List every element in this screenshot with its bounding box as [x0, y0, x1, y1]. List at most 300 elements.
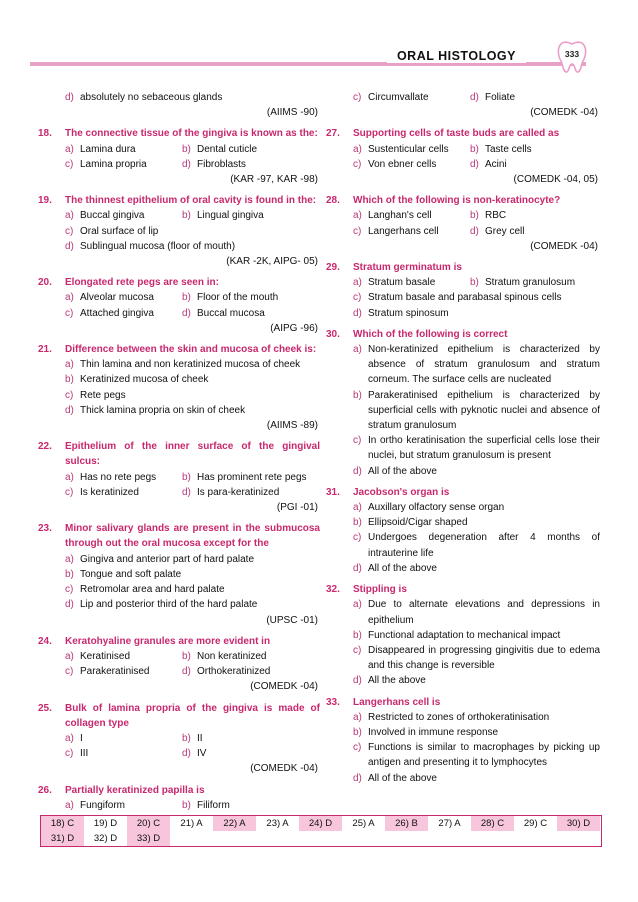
- option: [65, 567, 320, 582]
- options: [38, 142, 320, 172]
- option: [353, 290, 600, 305]
- option: [470, 224, 600, 239]
- option: [353, 90, 470, 105]
- option-text: Keratinized mucosa of cheek: [80, 374, 209, 386]
- question-number: 20.: [38, 277, 52, 289]
- option: [182, 649, 320, 664]
- option-row: [65, 798, 320, 813]
- option-row: [65, 208, 320, 223]
- option-text: Restricted to zones of orthokeratinisation: [368, 711, 550, 723]
- option-text: In ortho keratinisation the superficial cells lose their nuclei, but stratum granulosum is present: [368, 435, 600, 462]
- options: [326, 90, 600, 105]
- page-header: [30, 46, 586, 70]
- option-label: c): [353, 532, 362, 544]
- answer-cell: 28) C: [471, 816, 514, 831]
- option-label: d): [470, 158, 479, 170]
- options: [38, 208, 320, 254]
- option-text: Grey cell: [485, 225, 525, 237]
- option: [353, 597, 600, 627]
- option-text: All the above: [368, 675, 426, 687]
- option-text: Has no rete pegs: [80, 471, 157, 483]
- option-label: c): [65, 389, 74, 401]
- options: [38, 798, 320, 813]
- option-label: c): [353, 644, 362, 656]
- option: [353, 388, 600, 434]
- option-label: d): [353, 562, 362, 574]
- option-row: [65, 142, 320, 157]
- page-number: 333: [564, 49, 580, 59]
- option-label: b): [353, 629, 362, 641]
- question-stem: [38, 783, 320, 798]
- option: [182, 485, 320, 500]
- question-block: [326, 90, 600, 120]
- question-stem: [326, 193, 600, 208]
- option-label: c): [65, 307, 74, 319]
- option-row: [65, 649, 320, 664]
- option-row: [353, 142, 600, 157]
- question-text: Jacobson's organ is: [353, 486, 450, 498]
- option-text: Langhan's cell: [368, 210, 432, 222]
- option: [353, 224, 470, 239]
- option: [182, 157, 320, 172]
- option-label: a): [353, 143, 362, 155]
- exam-source: (AIIMS -90): [266, 107, 318, 119]
- option-row: [65, 731, 320, 746]
- question-text: Which of the following is non-keratinocyte?: [353, 195, 561, 207]
- options: [326, 597, 600, 688]
- question-block: [38, 126, 320, 187]
- option-label: c): [65, 748, 74, 760]
- option: [470, 142, 600, 157]
- answer-row: [41, 831, 601, 846]
- option-row: [353, 208, 600, 223]
- option-label: b): [182, 292, 191, 304]
- option-label: d): [353, 675, 362, 687]
- option-text: Sustenticular cells: [368, 143, 449, 155]
- option: [353, 500, 600, 515]
- option-text: Thick lamina propria on skin of cheek: [80, 404, 246, 416]
- option: [353, 433, 600, 463]
- option: [470, 208, 600, 223]
- option-text: Functions is similar to macrophages by picking up antigen and presenting it to lymphocytes: [368, 742, 600, 769]
- option-label: b): [182, 732, 191, 744]
- options: [326, 710, 600, 786]
- option: [182, 798, 320, 813]
- exam-source: (COMEDK -04): [250, 681, 318, 693]
- question-text: Partially keratinized papilla is: [65, 784, 205, 796]
- exam-source: (COMEDK -04): [250, 763, 318, 775]
- option-text: Lamina dura: [80, 143, 136, 155]
- left-column: [38, 90, 320, 819]
- option-label: a): [65, 143, 74, 155]
- option-label: d): [470, 92, 479, 103]
- option-label: a): [353, 502, 362, 514]
- question-stem: [326, 327, 600, 342]
- option-row: [65, 746, 320, 761]
- option: [65, 208, 182, 223]
- option: [182, 470, 320, 485]
- option-text: Stratum basale: [368, 277, 436, 289]
- question-number: 23.: [38, 523, 52, 535]
- option-text: Sublingual mucosa (floor of mouth): [80, 240, 236, 252]
- question-number: 19.: [38, 195, 52, 207]
- option: [65, 403, 320, 418]
- option-label: d): [182, 486, 191, 498]
- answer-cell: 25) A: [342, 816, 385, 831]
- option-label: c): [353, 292, 362, 304]
- option-row: [65, 485, 320, 500]
- question-block: [326, 582, 600, 688]
- question-block: [326, 327, 600, 479]
- option: [65, 746, 182, 761]
- option-text: Circumvallate: [368, 92, 429, 103]
- option: [353, 208, 470, 223]
- option-text: Auxillary olfactory sense organ: [368, 502, 505, 514]
- option-row: [65, 306, 320, 321]
- option-label: b): [182, 143, 191, 155]
- option-text: Foliate: [485, 92, 516, 103]
- options: [326, 500, 600, 576]
- option-label: b): [65, 568, 74, 580]
- question-number: 28.: [326, 195, 340, 207]
- exam-source: (KAR -97, KAR -98): [230, 174, 318, 186]
- option-text: Langerhans cell: [368, 225, 439, 237]
- option-text: Filiform: [197, 799, 230, 811]
- option-text: Acini: [485, 158, 507, 170]
- option-label: d): [182, 748, 191, 760]
- option-text: Parakeratinised: [80, 666, 150, 678]
- answer-cell: 31) D: [41, 831, 84, 846]
- question-stem: [38, 439, 320, 469]
- option-text: Buccal gingiva: [80, 210, 145, 222]
- answer-cell: 19) D: [84, 816, 127, 831]
- option-row: [65, 470, 320, 485]
- option-text: Has prominent rete pegs: [197, 471, 307, 483]
- option: [353, 643, 600, 673]
- option: [65, 597, 320, 612]
- option-text: Retromolar area and hard palate: [80, 584, 225, 596]
- option-text: Gingiva and anterior part of hard palate: [80, 553, 254, 565]
- option-text: All of the above: [368, 772, 437, 784]
- question-stem: [38, 634, 320, 649]
- option-label: b): [182, 210, 191, 222]
- option-label: d): [353, 465, 362, 477]
- question-text: Supporting cells of taste buds are called as: [353, 128, 560, 140]
- options: [326, 275, 600, 321]
- option-label: b): [65, 374, 74, 386]
- question-block: [38, 439, 320, 515]
- option-row: [65, 664, 320, 679]
- option: [65, 552, 320, 567]
- option-text: Taste cells: [485, 143, 532, 155]
- question-text: Keratohyaline granules are more evident in: [65, 635, 271, 647]
- answer-cell: 32) D: [84, 831, 127, 846]
- option-label: a): [353, 344, 362, 356]
- option-row: [65, 157, 320, 172]
- question-stem: [38, 126, 320, 141]
- question-block: [326, 260, 600, 321]
- answer-cell: 24) D: [299, 816, 342, 831]
- question-block: [38, 275, 320, 336]
- exam-source: (PGI -01): [276, 502, 318, 514]
- option-text: Involved in immune response: [368, 726, 499, 738]
- question-number: 32.: [326, 584, 340, 596]
- question-block: [38, 783, 320, 813]
- option-label: a): [65, 732, 74, 744]
- option-row: [65, 290, 320, 305]
- option: [470, 90, 600, 105]
- option-label: b): [182, 650, 191, 662]
- option: [65, 731, 182, 746]
- answer-cell: 21) A: [170, 816, 213, 831]
- option-label: b): [470, 277, 479, 289]
- question-number: 21.: [38, 344, 52, 356]
- option-label: d): [182, 158, 191, 170]
- option-label: c): [353, 225, 362, 237]
- option-text: Non keratinized: [197, 650, 267, 662]
- exam-source: (AIIMS -89): [266, 420, 318, 432]
- option-text: Non-keratinized epithelium is characterized by absence of stratum granulosum and stratum corneum. The surface cells are nucleated: [368, 344, 600, 386]
- question-number: 25.: [38, 702, 52, 714]
- options: [326, 208, 600, 238]
- option-label: c): [65, 584, 74, 596]
- question-text: Which of the following is correct: [353, 328, 508, 340]
- option-label: c): [353, 742, 362, 754]
- question-block: [38, 90, 320, 120]
- question-number: 18.: [38, 128, 52, 140]
- question-number: 27.: [326, 128, 340, 140]
- option-row: [353, 224, 600, 239]
- option-text: II: [197, 732, 203, 744]
- option-text: Disappeared in progressing gingivitis due to edema and this change is reversible: [368, 644, 600, 672]
- question-stem: [326, 695, 600, 710]
- option-row: [353, 90, 600, 105]
- question-block: [326, 485, 600, 576]
- option: [182, 306, 320, 321]
- exam-source: (AIPG -96): [270, 322, 318, 334]
- option-label: b): [353, 726, 362, 738]
- question-stem: [326, 485, 600, 500]
- question-text: Difference between the skin and mucosa of cheek is:: [65, 344, 317, 356]
- option-label: c): [353, 158, 362, 170]
- option-label: d): [353, 772, 362, 784]
- question-number: 26.: [38, 784, 52, 796]
- option-text: Lamina propria: [80, 158, 147, 170]
- option-text: Is para-keratinized: [197, 486, 280, 498]
- option-text: Dental cuticle: [197, 143, 258, 155]
- question-block: [38, 193, 320, 269]
- answer-cell: 30) D: [557, 816, 600, 831]
- option-text: Is keratinized: [80, 486, 139, 498]
- question-number: 24.: [38, 635, 52, 647]
- option-text: Floor of the mouth: [197, 292, 279, 304]
- answer-cell: 26) B: [385, 816, 428, 831]
- answer-cell: 20) C: [127, 816, 170, 831]
- option: [353, 275, 470, 290]
- exam-source: (UPSC -01): [266, 614, 318, 626]
- option: [182, 746, 320, 761]
- answer-row: [41, 816, 601, 831]
- question-stem: [38, 701, 320, 731]
- option-label: d): [182, 666, 191, 678]
- option-text: Lingual gingiva: [197, 210, 264, 222]
- option-label: d): [65, 240, 74, 252]
- option: [65, 239, 320, 254]
- answer-cell: 23) A: [256, 816, 299, 831]
- question-text: Minor salivary glands are present in the submucosa through out the oral mucosa except for the: [65, 523, 320, 550]
- answer-cell: 27) A: [428, 816, 471, 831]
- option: [470, 275, 600, 290]
- question-stem: [326, 582, 600, 597]
- option-text: III: [80, 748, 89, 760]
- option: [353, 628, 600, 643]
- option-text: Stratum granulosum: [485, 277, 576, 289]
- option: [65, 142, 182, 157]
- option-text: Thin lamina and non keratinized mucosa of cheek: [80, 359, 301, 371]
- option-label: c): [353, 435, 362, 447]
- option-text: Undergoes degeneration after 4 months of intrauterine life: [368, 532, 600, 559]
- option-text: Buccal mucosa: [197, 307, 265, 319]
- option-label: c): [65, 158, 74, 170]
- option-text: Lip and posterior third of the hard palate: [80, 599, 258, 611]
- option: [353, 771, 600, 786]
- option: [353, 740, 600, 770]
- option: [353, 306, 600, 321]
- question-text: The thinnest epithelium of oral cavity is found in the:: [65, 195, 317, 207]
- option: [65, 372, 320, 387]
- option-text: Von ebner cells: [368, 158, 437, 170]
- option: [65, 290, 182, 305]
- question-block: [38, 521, 320, 627]
- page-title: ORAL HISTOLOGY: [387, 49, 526, 63]
- option-text: Fungiform: [80, 799, 126, 811]
- question-number: 22.: [38, 441, 52, 453]
- option: [182, 290, 320, 305]
- option: [353, 673, 600, 688]
- option-text: Fibroblasts: [197, 158, 246, 170]
- question-stem: [38, 521, 320, 551]
- exam-source: (COMEDK -04): [530, 240, 598, 252]
- question-text: Bulk of lamina propria of the gingiva is made of collagen type: [65, 702, 320, 729]
- option: [353, 142, 470, 157]
- option-text: Oral surface of lip: [80, 225, 159, 237]
- option-label: a): [65, 799, 74, 811]
- right-column: [326, 90, 600, 792]
- option: [353, 561, 600, 576]
- question-text: Langerhans cell is: [353, 696, 441, 708]
- option-label: b): [182, 799, 191, 811]
- option: [353, 157, 470, 172]
- question-stem: [38, 193, 320, 208]
- option-label: b): [353, 389, 362, 401]
- answer-cell: 29) C: [514, 816, 557, 831]
- answer-key: [40, 815, 602, 847]
- option-label: c): [65, 486, 74, 498]
- option: [470, 157, 600, 172]
- option: [65, 649, 182, 664]
- question-text: Epithelium of the inner surface of the gingival sulcus:: [65, 441, 320, 468]
- option-text: Rete pegs: [80, 389, 126, 401]
- question-stem: [38, 342, 320, 357]
- option-label: a): [353, 599, 362, 611]
- option-text: absolutely no sebaceous glands: [80, 92, 223, 103]
- option-label: a): [65, 292, 74, 304]
- option-label: d): [65, 92, 74, 103]
- exam-source: (KAR -2K, AIPG- 05): [226, 256, 318, 268]
- option-row: [353, 275, 600, 290]
- option: [65, 90, 320, 105]
- option: [182, 731, 320, 746]
- option: [65, 470, 182, 485]
- question-block: [326, 193, 600, 254]
- option-text: Attached gingiva: [80, 307, 154, 319]
- option-text: Due to alternate elevations and depressions in epithelium: [368, 599, 600, 626]
- question-number: 30.: [326, 328, 340, 340]
- option: [353, 342, 600, 388]
- question-block: [38, 701, 320, 777]
- question-stem: [326, 260, 600, 275]
- question-stem: [38, 275, 320, 290]
- question-number: 29.: [326, 262, 340, 274]
- option-label: c): [65, 225, 74, 237]
- option-text: Parakeratinised epithelium is characterized by superficial cells with pyknotic nuclei and absence of stratum granulosum: [368, 389, 600, 432]
- answer-cell: 18) C: [41, 816, 84, 831]
- question-block: [326, 695, 600, 786]
- question-text: Stippling is: [353, 584, 407, 596]
- question-text: Elongated rete pegs are seen in:: [65, 277, 219, 289]
- question-text: The connective tissue of the gingiva is known as the:: [65, 128, 318, 140]
- option-label: b): [182, 471, 191, 483]
- option-label: b): [353, 517, 362, 529]
- options: [38, 470, 320, 500]
- question-text: Stratum germinatum is: [353, 262, 462, 274]
- options: [326, 342, 600, 479]
- option-label: a): [65, 471, 74, 483]
- option-label: d): [470, 225, 479, 237]
- options: [38, 357, 320, 418]
- option-text: RBC: [485, 210, 507, 222]
- option: [353, 530, 600, 560]
- question-number: 33.: [326, 696, 340, 708]
- option-text: Stratum basale and parabasal spinous cells: [368, 292, 562, 304]
- option: [182, 664, 320, 679]
- options: [38, 90, 320, 105]
- option-text: I: [80, 732, 83, 744]
- option: [65, 664, 182, 679]
- question-block: [326, 126, 600, 187]
- option-label: a): [65, 210, 74, 222]
- option: [182, 142, 320, 157]
- answer-cell: 22) A: [213, 816, 256, 831]
- option-text: Tongue and soft palate: [80, 568, 182, 580]
- question-stem: [326, 126, 600, 141]
- option: [353, 710, 600, 725]
- option: [182, 208, 320, 223]
- option-text: Orthokeratinized: [197, 666, 271, 678]
- options: [326, 142, 600, 172]
- options: [38, 731, 320, 761]
- option-text: All of the above: [368, 465, 437, 477]
- option-text: Stratum spinosum: [368, 307, 449, 319]
- option-text: Ellipsoid/Cigar shaped: [368, 517, 468, 529]
- question-block: [38, 342, 320, 433]
- option: [65, 357, 320, 372]
- option-label: a): [65, 650, 74, 662]
- option-label: d): [65, 599, 74, 611]
- option-label: a): [353, 711, 362, 723]
- option: [65, 306, 182, 321]
- option-label: b): [470, 210, 479, 222]
